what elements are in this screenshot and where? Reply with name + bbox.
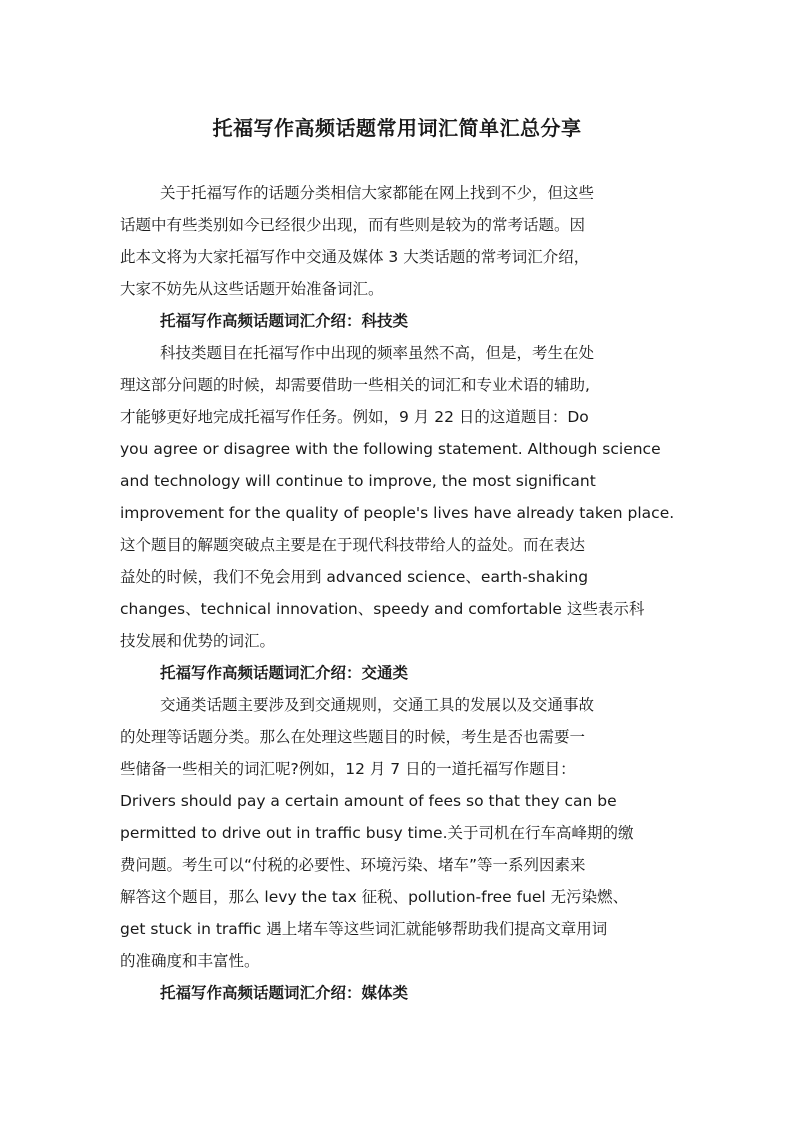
text-line: 关于托福写作的话题分类相信大家都能在网上找到不少，但这些	[160, 184, 595, 202]
text-line: 大家不妨先从这些话题开始准备词汇。	[120, 280, 384, 298]
text-line: 交通类话题主要涉及到交通规则，交通工具的发展以及交通事故	[160, 696, 595, 714]
page-title: 托福写作高频话题常用词汇简单汇总分享	[212, 116, 582, 140]
text-line: 科技类题目在托福写作中出现的频率虽然不高，但是，考生在处	[160, 344, 595, 362]
text-line: 解答这个题目，那么 levy the tax 征税、pollution-free fuel 无污染燃、	[120, 888, 629, 906]
intro-paragraph	[120, 177, 676, 305]
text-line: and technology will continue to improve, the most significant	[120, 472, 596, 490]
section-heading-tech: 托福写作高频话题词汇介绍：科技类	[160, 312, 409, 330]
document-body	[120, 177, 676, 1009]
section-heading-traffic: 托福写作高频话题词汇介绍：交通类	[160, 664, 409, 682]
text-line: 这个题目的解题突破点主要是在于现代科技带给人的益处。而在表达	[120, 536, 586, 554]
text-line: 的处理等话题分类。那么在处理这些题目的时候，考生是否也需要一	[120, 728, 586, 746]
text-line: 理这部分问题的时候，却需要借助一些相关的词汇和专业术语的辅助,	[120, 376, 590, 394]
text-line: improvement for the quality of people's lives have already taken place.	[120, 504, 675, 522]
text-line: 此本文将为大家托福写作中交通及媒体 3 大类话题的常考词汇介绍，	[120, 248, 590, 266]
text-line: permitted to drive out in traffic busy time.关于司机在行车高峰期的缴	[120, 824, 634, 842]
text-line: 益处的时候，我们不免会用到 advanced science、earth-shaking	[120, 568, 589, 586]
traffic-paragraph	[120, 689, 676, 977]
text-line: 话题中有些类别如今已经很少出现，而有些则是较为的常考话题。因	[120, 216, 586, 234]
section-heading-media: 托福写作高频话题词汇介绍：媒体类	[160, 984, 409, 1002]
text-line: 的准确度和丰富性。	[120, 952, 260, 970]
text-line: changes、technical innovation、speedy and comfortable 这些表示科	[120, 600, 645, 618]
text-line: 才能够更好地完成托福写作任务。例如，9 月 22 日的这道题目：Do	[120, 408, 589, 426]
text-line: 些储备一些相关的词汇呢?例如，12 月 7 日的一道托福写作题目：	[120, 760, 576, 778]
text-line: Drivers should pay a certain amount of fees so that they can be	[120, 792, 617, 810]
tech-paragraph	[120, 337, 676, 657]
text-line: get stuck in traffic 遇上堵车等这些词汇就能够帮助我们提高文章用词	[120, 920, 608, 938]
text-line: 费问题。考生可以“付税的必要性、环境污染、堵车”等一系列因素来	[120, 856, 586, 874]
text-line: you agree or disagree with the following statement. Although science	[120, 440, 661, 458]
text-line: 技发展和优势的词汇。	[120, 632, 276, 650]
